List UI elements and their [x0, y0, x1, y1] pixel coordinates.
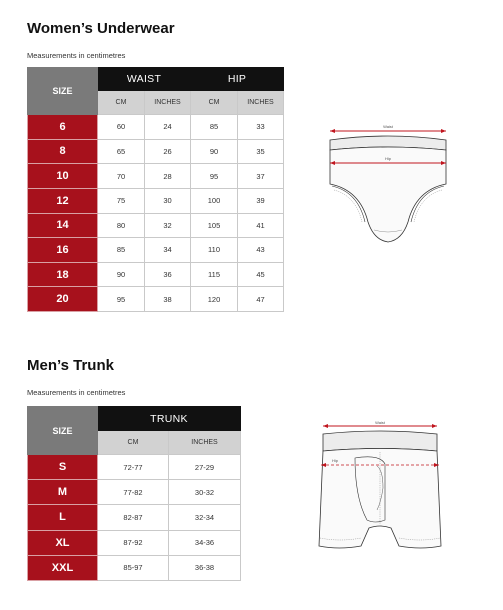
waist-measure-label: Waist	[383, 124, 393, 129]
hip-measure-label: Hip	[331, 458, 339, 463]
men-size-table	[27, 406, 241, 581]
trunk-cm: 87-92	[98, 530, 169, 555]
size-label: 8	[28, 139, 98, 164]
men-trunk-cm-header: CM	[98, 431, 169, 455]
hip-inches: 35	[238, 139, 284, 164]
hip-inches: 33	[238, 115, 284, 140]
waist-inches: 30	[145, 188, 191, 213]
men-size-header: SIZE	[28, 407, 98, 455]
waist-inches: 24	[145, 115, 191, 140]
hip-measure-label: Hip	[384, 156, 392, 161]
women-hip-cm-header: CM	[191, 91, 238, 115]
women-subtitle: Measurements in centimetres	[27, 51, 126, 60]
men-subtitle: Measurements in centimetres	[27, 388, 126, 397]
table-row	[28, 555, 241, 580]
women-waist-header: WAIST	[98, 68, 191, 91]
waist-cm: 85	[98, 238, 145, 263]
size-label: 16	[28, 238, 98, 263]
size-label: 12	[28, 188, 98, 213]
size-label: 10	[28, 164, 98, 189]
table-row	[28, 287, 284, 312]
hip-cm: 105	[191, 213, 238, 238]
waist-inches: 28	[145, 164, 191, 189]
hip-cm: 110	[191, 238, 238, 263]
hip-cm: 95	[191, 164, 238, 189]
trunk-cm: 82-87	[98, 505, 169, 530]
hip-cm: 115	[191, 262, 238, 287]
hip-inches: 43	[238, 238, 284, 263]
size-label: XXL	[28, 555, 98, 580]
table-row	[28, 480, 241, 505]
size-label: 6	[28, 115, 98, 140]
trunk-inches: 27-29	[169, 455, 241, 480]
trunk-inches: 34-36	[169, 530, 241, 555]
hip-inches: 47	[238, 287, 284, 312]
table-row	[28, 188, 284, 213]
trunk-inches: 36-38	[169, 555, 241, 580]
waist-cm: 65	[98, 139, 145, 164]
table-row	[28, 455, 241, 480]
table-row	[28, 213, 284, 238]
table-row	[28, 139, 284, 164]
women-size-header: SIZE	[28, 68, 98, 115]
briefs-illustration	[318, 118, 458, 248]
men-trunk-inches-header: INCHES	[169, 431, 241, 455]
trunk-cm: 77-82	[98, 480, 169, 505]
hip-cm: 85	[191, 115, 238, 140]
women-title: Women’s Underwear	[27, 20, 175, 37]
table-row	[28, 505, 241, 530]
women-size-table	[27, 67, 284, 312]
women-hip-header: HIP	[191, 68, 284, 91]
hip-cm: 100	[191, 188, 238, 213]
hip-inches: 39	[238, 188, 284, 213]
size-label: 18	[28, 262, 98, 287]
women-hip-inches-header: INCHES	[238, 91, 284, 115]
waist-inches: 34	[145, 238, 191, 263]
hip-inches: 45	[238, 262, 284, 287]
trunk-illustration	[315, 418, 445, 563]
women-waist-cm-header: CM	[98, 91, 145, 115]
size-label: S	[28, 455, 98, 480]
men-title: Men’s Trunk	[27, 357, 114, 374]
women-waist-inches-header: INCHES	[145, 91, 191, 115]
size-label: XL	[28, 530, 98, 555]
table-row	[28, 115, 284, 140]
hip-cm: 120	[191, 287, 238, 312]
table-row	[28, 530, 241, 555]
hip-cm: 90	[191, 139, 238, 164]
waist-inches: 36	[145, 262, 191, 287]
waist-inches: 26	[145, 139, 191, 164]
waist-measure-label: Waist	[375, 420, 385, 425]
size-label: L	[28, 505, 98, 530]
waist-cm: 95	[98, 287, 145, 312]
waist-cm: 60	[98, 115, 145, 140]
table-row	[28, 262, 284, 287]
table-row	[28, 238, 284, 263]
trunk-cm: 85-97	[98, 555, 169, 580]
waist-cm: 90	[98, 262, 145, 287]
table-row	[28, 164, 284, 189]
hip-inches: 41	[238, 213, 284, 238]
hip-inches: 37	[238, 164, 284, 189]
men-trunk-header: TRUNK	[98, 407, 241, 431]
size-label: 20	[28, 287, 98, 312]
trunk-inches: 30-32	[169, 480, 241, 505]
waist-cm: 80	[98, 213, 145, 238]
trunk-inches: 32-34	[169, 505, 241, 530]
trunk-cm: 72-77	[98, 455, 169, 480]
waist-cm: 70	[98, 164, 145, 189]
size-label: 14	[28, 213, 98, 238]
waist-inches: 38	[145, 287, 191, 312]
waist-cm: 75	[98, 188, 145, 213]
size-label: M	[28, 480, 98, 505]
waist-inches: 32	[145, 213, 191, 238]
